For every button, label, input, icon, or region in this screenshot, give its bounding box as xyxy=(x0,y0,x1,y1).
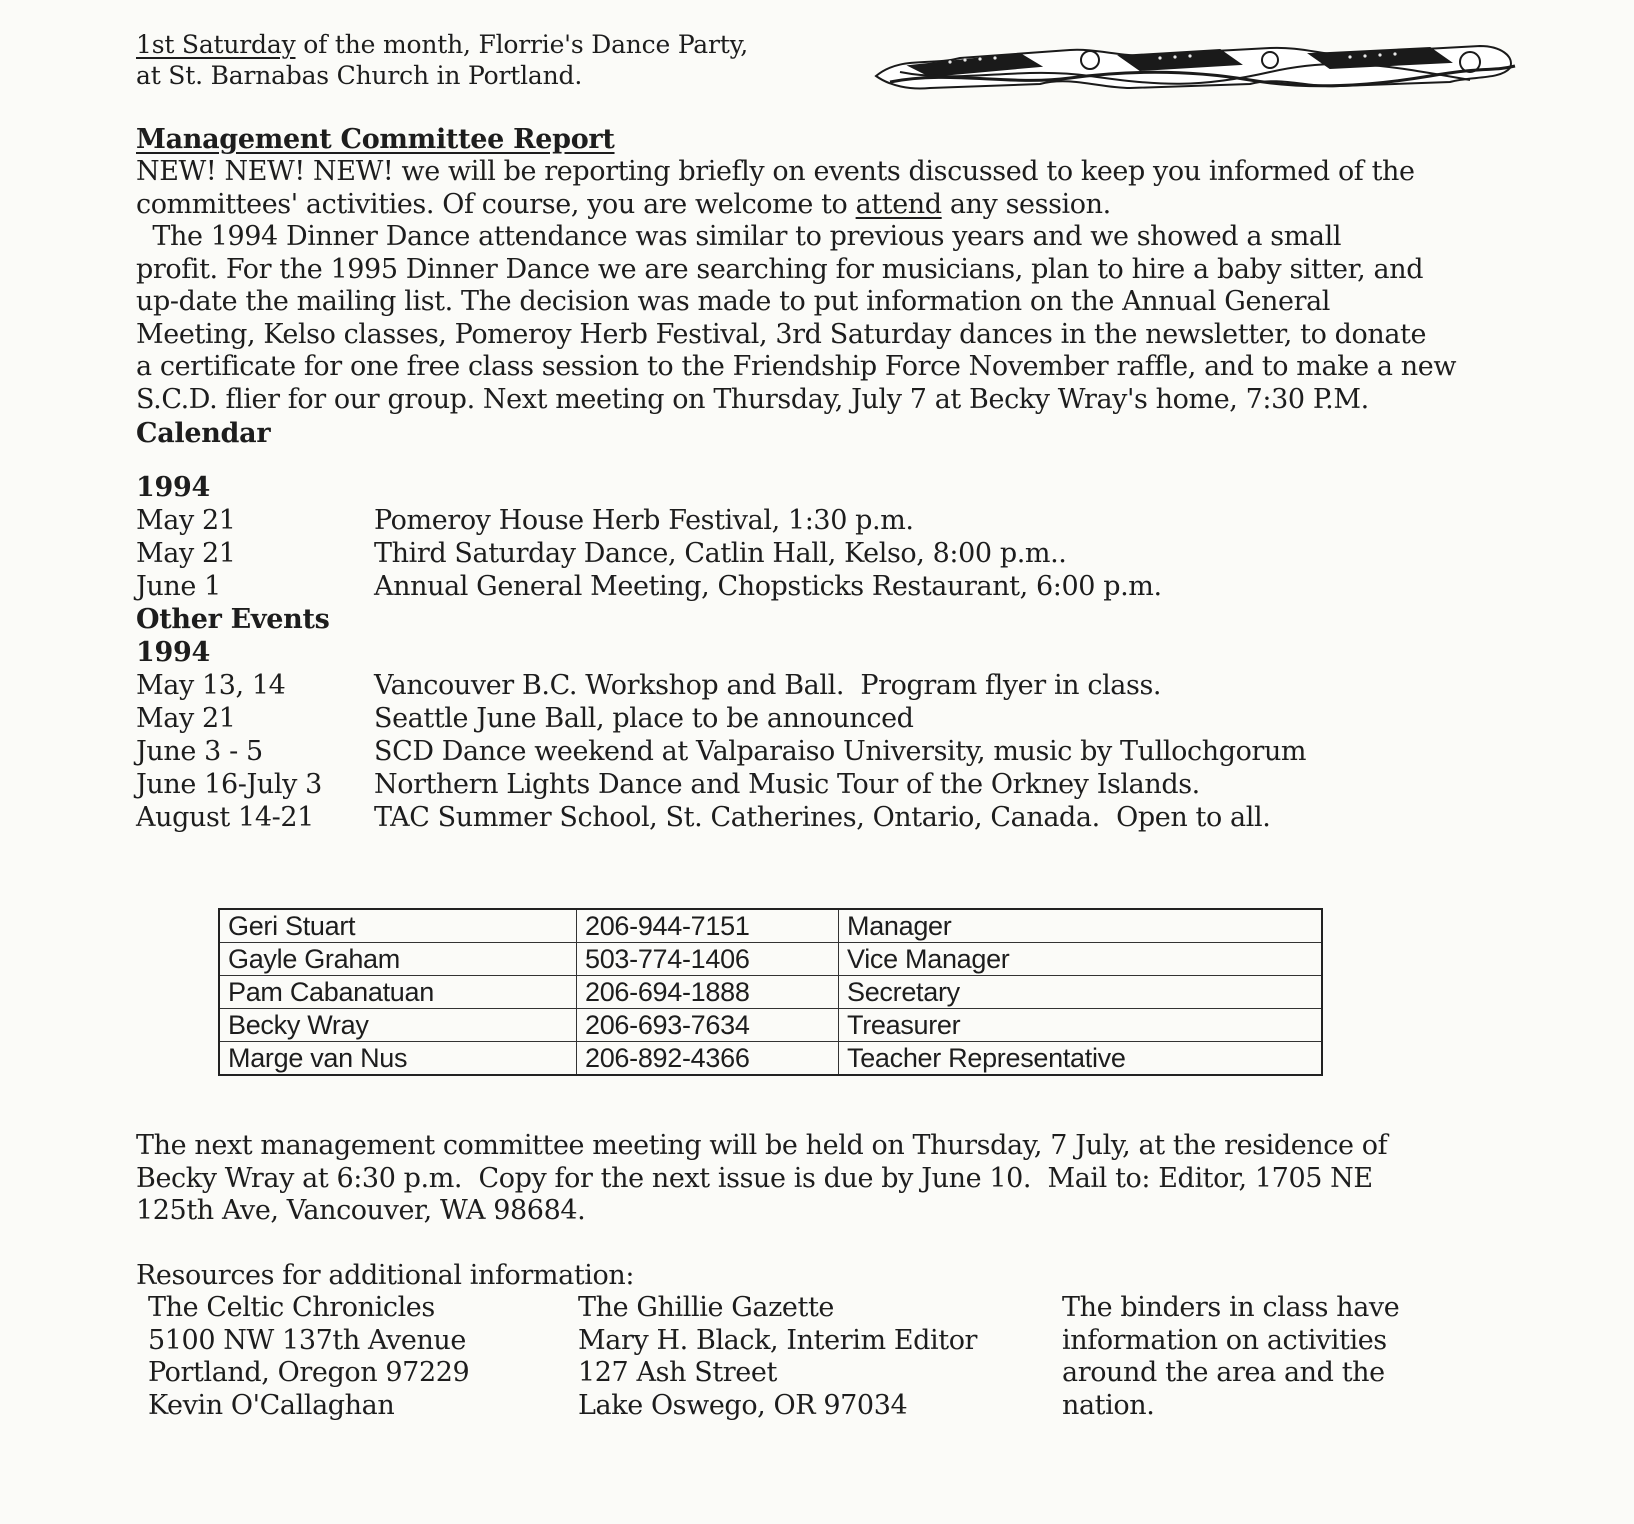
report-line: S.C.D. flier for our group. Next meeting on Thursday, July 7 at Becky Wray's home, 7:30 P.M. xyxy=(136,383,1369,415)
notice-line-2: at St. Barnabas Church in Portland. xyxy=(136,61,583,90)
contact-name: Pam Cabanatuan xyxy=(219,976,577,1009)
event-date: August 14-21 xyxy=(136,802,314,833)
report-line xyxy=(136,189,1536,222)
calendar-title: Calendar xyxy=(136,418,271,449)
resources-title: Resources for additional information: xyxy=(136,1260,635,1291)
resource-line: around the area and the xyxy=(1062,1357,1385,1388)
resource-line: Kevin O'Callaghan xyxy=(148,1389,395,1421)
contact-name: Geri Stuart xyxy=(219,909,577,943)
contact-phone: 206-892-4366 xyxy=(577,1042,839,1076)
event-date: May 21 xyxy=(136,538,236,569)
contact-role: Vice Manager xyxy=(839,943,1323,976)
resource-line: Lake Oswego, OR 97034 xyxy=(578,1389,908,1421)
contact-role: Teacher Representative xyxy=(839,1042,1323,1076)
event-description: Seattle June Ball, place to be announced xyxy=(374,703,914,734)
table-row xyxy=(219,1009,1322,1042)
resource-line: information on activities xyxy=(1062,1324,1387,1356)
event-description: SCD Dance weekend at Valparaiso University, music by Tullochgorum xyxy=(374,736,1307,767)
resource-line: Portland, Oregon 97229 xyxy=(148,1357,470,1388)
resource-celtic-chronicles xyxy=(148,1292,469,1422)
calendar-year: 1994 xyxy=(136,472,210,503)
resource-line: 5100 NW 137th Avenue xyxy=(148,1324,467,1356)
report-text: any session. xyxy=(941,188,1111,220)
resource-line: 127 Ash Street xyxy=(578,1357,777,1388)
notice-underlined-text: 1st Saturday xyxy=(136,30,296,59)
event-description: Pomeroy House Herb Festival, 1:30 p.m. xyxy=(374,505,914,536)
report-line: Meeting, Kelso classes, Pomeroy Herb Festival, 3rd Saturday dances in the newsletter, to donate xyxy=(136,318,1427,350)
other-events-title: Other Events xyxy=(136,604,330,635)
contact-name: Becky Wray xyxy=(219,1009,577,1042)
next-meeting-line: The next management committee meeting will be held on Thursday, 7 July, at the residence of xyxy=(136,1130,1388,1161)
event-date: June 16-July 3 xyxy=(136,769,322,800)
contact-phone: 206-944-7151 xyxy=(577,909,839,943)
resource-ghillie-gazette xyxy=(578,1292,977,1422)
event-date: May 13, 14 xyxy=(136,670,286,701)
report-text: committees' activities. Of course, you are welcome to xyxy=(136,188,856,220)
contact-name: Marge van Nus xyxy=(219,1042,577,1076)
event-description: Third Saturday Dance, Catlin Hall, Kelso, 8:00 p.m.. xyxy=(374,538,1067,569)
resource-line: The Celtic Chronicles xyxy=(148,1292,435,1323)
event-date: June 3 - 5 xyxy=(136,736,263,767)
report-line: NEW! NEW! NEW! we will be reporting briefly on events discussed to keep you informed of the xyxy=(136,156,1415,187)
celtic-knotwork-banner-icon xyxy=(870,36,1522,92)
table-row xyxy=(219,1042,1322,1076)
resource-line: The binders in class have xyxy=(1062,1292,1400,1323)
event-date: June 1 xyxy=(136,571,221,602)
contact-role: Secretary xyxy=(839,976,1323,1009)
committee-contacts-table xyxy=(218,908,1323,1076)
attend-underlined-text: attend xyxy=(855,188,942,220)
contact-phone: 206-693-7634 xyxy=(577,1009,839,1042)
resource-binders-note xyxy=(1062,1292,1399,1422)
first-saturday-notice xyxy=(136,30,748,59)
notice-text: of the month, Florrie's Dance Party, xyxy=(295,30,748,59)
event-description: Annual General Meeting, Chopsticks Restaurant, 6:00 p.m. xyxy=(374,571,1162,602)
other-events-year: 1994 xyxy=(136,637,210,668)
contact-role: Manager xyxy=(839,909,1323,943)
report-line: up-date the mailing list. The decision was made to put information on the Annual General xyxy=(136,286,1331,317)
table-row xyxy=(219,909,1322,943)
event-date: May 21 xyxy=(136,703,236,734)
event-description: Vancouver B.C. Workshop and Ball. Program flyer in class. xyxy=(374,670,1162,701)
event-description: TAC Summer School, St. Catherines, Ontario, Canada. Open to all. xyxy=(374,802,1271,833)
contact-role: Treasurer xyxy=(839,1009,1323,1042)
table-row xyxy=(219,976,1322,1009)
report-line: The 1994 Dinner Dance attendance was similar to previous years and we showed a small xyxy=(136,221,1342,252)
resource-line: The Ghillie Gazette xyxy=(578,1292,834,1323)
event-date: May 21 xyxy=(136,505,236,536)
next-meeting-paragraph xyxy=(136,1130,1536,1228)
contact-phone: 503-774-1406 xyxy=(577,943,839,976)
management-report-title: Management Committee Report xyxy=(136,124,615,155)
table-row xyxy=(219,943,1322,976)
management-report-body xyxy=(136,156,1536,416)
report-line: profit. For the 1995 Dinner Dance we are searching for musicians, plan to hire a baby sitter, and xyxy=(136,253,1424,285)
contact-phone: 206-694-1888 xyxy=(577,976,839,1009)
contact-name: Gayle Graham xyxy=(219,943,577,976)
next-meeting-line: 125th Ave, Vancouver, WA 98684. xyxy=(136,1195,586,1226)
next-meeting-line: Becky Wray at 6:30 p.m. Copy for the next issue is due by June 10. Mail to: Editor, 1705 NE xyxy=(136,1162,1373,1194)
resource-line: Mary H. Black, Interim Editor xyxy=(578,1324,978,1356)
report-line: a certificate for one free class session to the Friendship Force November raffle, and to make a new xyxy=(136,351,1457,382)
resource-line: nation. xyxy=(1062,1389,1155,1421)
event-description: Northern Lights Dance and Music Tour of the Orkney Islands. xyxy=(374,769,1200,800)
